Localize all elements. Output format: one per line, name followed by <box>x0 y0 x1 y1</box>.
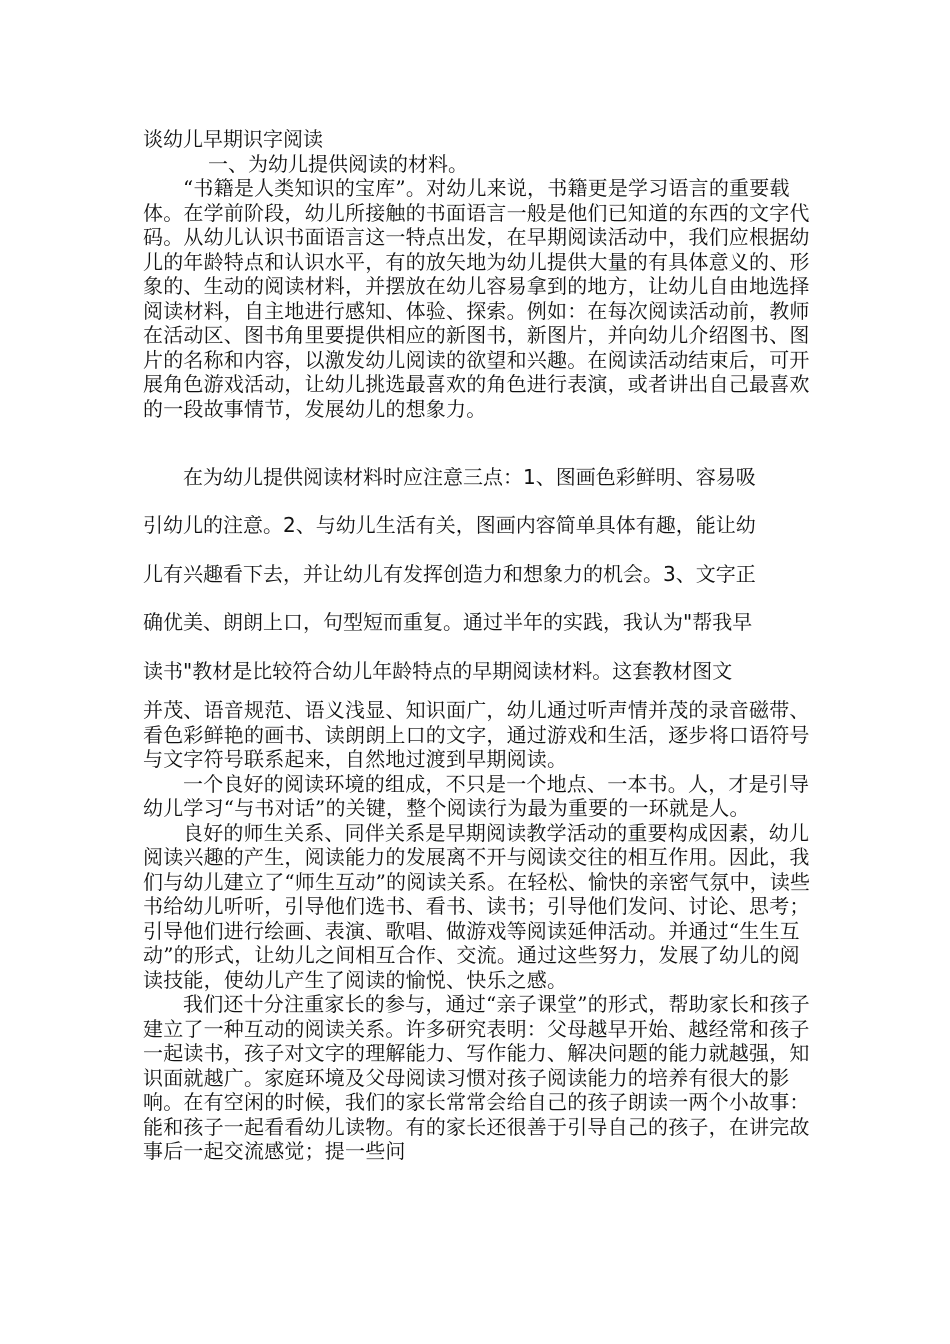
paragraph-block-1 <box>143 176 811 421</box>
spaced-line: 确优美、朗朗上口，句型短而重复。通过半年的实践，我认为"帮我早 <box>143 610 753 634</box>
spaced-line: 在为幼儿提供阅读材料时应注意三点：1、图画色彩鲜明、容易吸 <box>183 465 756 489</box>
spaced-line: 儿有兴趣看下去，并让幼儿有发挥创造力和想象力的机会。3、文字正 <box>143 562 756 586</box>
spaced-line: 引幼儿的注意。2、与幼儿生活有关，图画内容简单具体有趣，能让幼 <box>143 513 756 537</box>
paragraph-teacher-relationship: 良好的师生关系、同伴关系是早期阅读教学活动的重要构成因素，幼儿阅读兴趣的产生，阅读能力的发展离不开与阅读交往的相互作用。因此，我们与幼儿建立了“师生互动”的阅读关系。在轻松、愉快的亲密气氛中，读些书给幼儿听听，引导他们选书、看书、读书；引导他们发问、讨论、思考；引导他们进行绘画、表演、歌唱、做游戏等阅读延伸活动。并通过“生生互动”的形式，让幼儿之间相互合作、交流。通过这些努力，发展了幼儿的阅读技能，使幼儿产生了阅读的愉悦、快乐之感。 <box>143 820 811 992</box>
section-heading: 一、为幼儿提供阅读的材料。 <box>208 152 468 176</box>
paragraph-block-2 <box>143 698 811 1164</box>
paragraph-reading-environment: 一个良好的阅读环境的组成，不只是一个地点、一本书。人，才是引导幼儿学习“与书对话”的关键，整个阅读行为最为重要的一环就是人。 <box>143 771 810 820</box>
spaced-line: 读书"教材是比较符合幼儿年龄特点的早期阅读材料。这套教材图文 <box>143 659 733 683</box>
paragraph-continuation: 并茂、语音规范、语义浅显、知识面广，幼儿通过听声情并茂的录音磁带、看色彩鲜艳的画书、读朗朗上口的文字，通过游戏和生活，逐步将口语符号与文字符号联系起来，自然地过渡到早期阅读。 <box>143 698 810 771</box>
paragraph-parent-participation: 我们还十分注重家长的参与，通过“亲子课堂”的形式，帮助家长和孩子建立了一种互动的阅读关系。许多研究表明：父母越早开始、越经常和孩子一起读书，孩子对文字的理解能力、写作能力、解决问题的能力就越强，知识面就越广。家庭环境及父母阅读习惯对孩子阅读能力的培养有很大的影响。在有空闲的时候，我们的家长常常会给自己的孩子朗读一两个小故事：能和孩子一起看看幼儿读物。有的家长还很善于引导自己的孩子，在讲完故事后一起交流感觉；提一些问 <box>143 992 810 1163</box>
document-title: 谈幼儿早期识字阅读 <box>143 127 323 151</box>
paragraph-reading-materials: “书籍是人类知识的宝库”。对幼儿来说，书籍更是学习语言的重要载体。在学前阶段，幼儿所接触的书面语言一般是他们已知道的东西的文字代码。从幼儿认识书面语言这一特点出发，在早期阅读活动中，我们应根据幼儿的年龄特点和认识水平，有的放矢地为幼儿提供大量的有具体意义的、形象的、生动的阅读材料，并摆放在幼儿容易拿到的地方，让幼儿自由地选择阅读材料，自主地进行感知、体验、探索。例如：在每次阅读活动前，教师在活动区、图书角里要提供相应的新图书，新图片，并向幼儿介绍图书、图片的名称和内容，以激发幼儿阅读的欲望和兴趣。在阅读活动结束后，可开展角色游戏活动，让幼儿挑选最喜欢的角色进行表演，或者讲出自己最喜欢的一段故事情节，发展幼儿的想象力。 <box>143 176 810 421</box>
